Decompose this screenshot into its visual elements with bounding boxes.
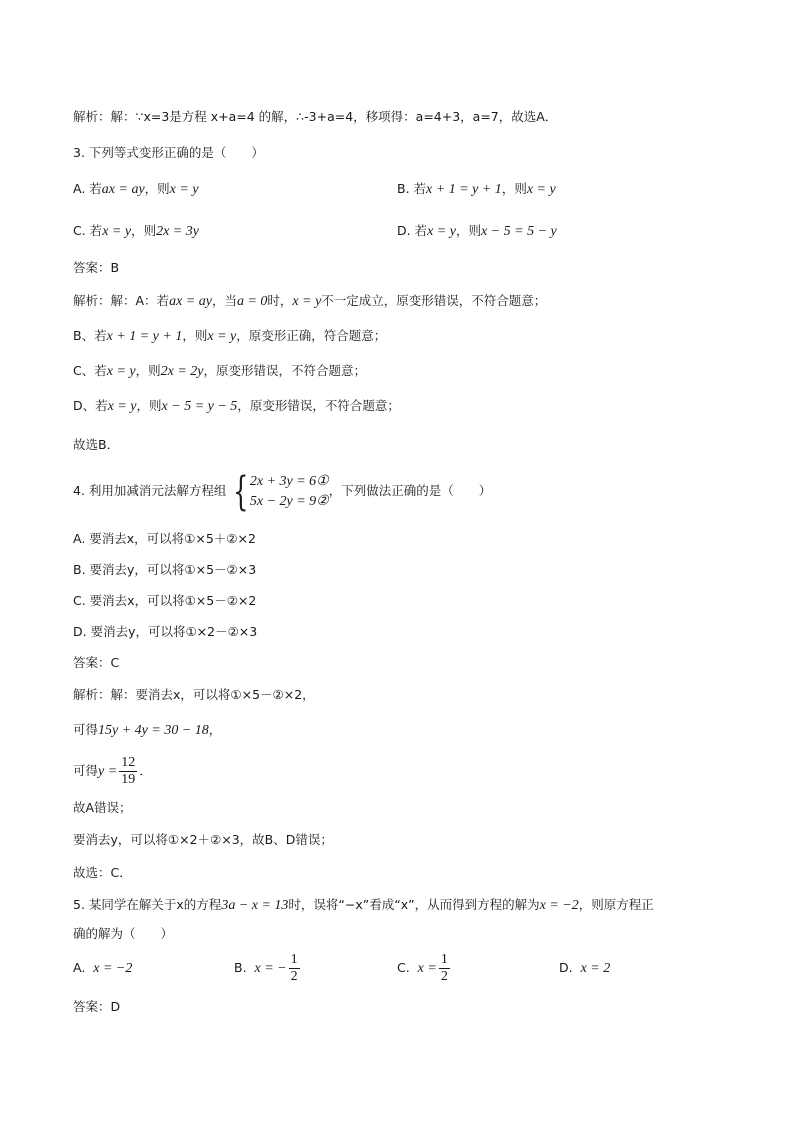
equation-system	[228, 468, 329, 515]
text: 4. 利用加减消元法解方程组	[73, 483, 227, 498]
math: x = y	[106, 364, 136, 379]
text: ，下列做法正确的是（ ）	[328, 483, 492, 498]
math: x = y	[292, 294, 322, 309]
text: ，原变形正确，符合题意；	[236, 328, 387, 343]
q4-option-b: B. 要消去y，可以将①×5－②×3	[73, 562, 257, 577]
q4-analysis-5: 要消去y，可以将①×2＋②×3，故B、D错误；	[73, 832, 333, 847]
q5-option-c	[397, 951, 452, 986]
q3-answer: 答案：B	[73, 260, 120, 275]
q3-option-a-label: A. 若	[73, 181, 102, 196]
q4-stem	[73, 466, 491, 516]
math: x = 2	[580, 961, 611, 976]
text: 可得	[73, 763, 99, 778]
q3-conclusion: 故选B．	[73, 437, 120, 452]
brace: {	[233, 468, 249, 515]
fraction	[439, 952, 450, 985]
text: ，则	[135, 363, 161, 378]
numerator: 12	[121, 755, 136, 770]
equations	[250, 472, 329, 512]
q4-answer: 答案：C	[73, 655, 120, 670]
q3-option-d-sep: ，则	[455, 223, 481, 238]
q3-option-b-label: B. 若	[397, 181, 427, 196]
math: x − 5 = y − 5	[161, 399, 238, 414]
q5-option-a	[73, 951, 132, 986]
text: ，则原方程正	[578, 897, 654, 912]
q4-analysis-1: 解析：解：要消去x，可以将①×5－②×2，	[73, 687, 315, 702]
option-label: C.	[397, 960, 410, 975]
text: ，当	[211, 293, 237, 308]
option-label: D.	[559, 960, 573, 975]
q4-analysis-3	[73, 754, 152, 789]
text: ，原变形错误，不符合题意；	[237, 398, 400, 413]
q3-option-c-label: C. 若	[73, 223, 103, 238]
math: 15y + 4y = 30 − 18	[98, 723, 209, 738]
q4-option-c: C. 要消去x，可以将①×5－②×2	[73, 593, 257, 608]
equation-2: 5x − 2y = 9②	[249, 493, 329, 509]
text: B、若	[73, 328, 107, 343]
text: C、若	[73, 363, 107, 378]
q4-analysis-4: 故A错误；	[73, 800, 132, 815]
math: x = y	[207, 329, 237, 344]
math: x = −2	[539, 898, 579, 913]
q4-analysis-2	[73, 721, 221, 740]
numerator: 1	[290, 952, 298, 967]
text: D、若	[73, 398, 108, 413]
text: 可得	[73, 722, 99, 737]
text: 时，	[267, 293, 293, 308]
text: ．	[139, 763, 152, 778]
math: ax = ay	[169, 294, 212, 309]
q5-option-b	[234, 951, 302, 986]
math: x =	[417, 961, 437, 976]
text: ，则	[136, 398, 162, 413]
q3-analysis-b	[73, 327, 386, 346]
q5-option-d	[559, 951, 610, 986]
q3-option-b	[397, 180, 556, 199]
math: x = −2	[93, 961, 133, 976]
q3-option-c-cond: x = y	[102, 224, 132, 239]
math: 3a − x = 13	[221, 898, 289, 913]
math: x = y	[107, 399, 137, 414]
denominator: 2	[440, 969, 448, 984]
q3-option-a-cond: ax = ay	[101, 182, 145, 197]
q3-option-b-sep: ，则	[501, 181, 527, 196]
math: x = −	[254, 961, 287, 976]
option-label: B.	[234, 960, 247, 975]
text: 5. 某同学在解关于x的方程	[73, 897, 222, 912]
text: 解析：解：A：若	[73, 293, 170, 308]
text: ，原变形错误，不符合题意；	[203, 363, 367, 378]
q5-answer: 答案：D	[73, 999, 121, 1014]
q3-option-c-sep: ，则	[131, 223, 157, 238]
text: 时，误将“−x”看成“x”，从而得到方程的解为	[288, 897, 540, 912]
q3-analysis-c	[73, 362, 366, 381]
q3-stem: 3. 下列等式变形正确的是（ ）	[73, 145, 264, 160]
option-label: A.	[73, 960, 86, 975]
q5-stem-line1	[73, 896, 654, 915]
q3-analysis-d	[73, 397, 400, 416]
denominator: 2	[290, 969, 298, 984]
q3-option-d	[397, 222, 557, 241]
q3-option-d-res: x − 5 = 5 − y	[480, 224, 557, 239]
text: 不一定成立，原变形错误，不符合题意；	[321, 293, 547, 308]
q4-conclusion: 故选：C．	[73, 865, 132, 880]
q3-option-c-res: 2x = 3y	[156, 224, 199, 239]
q3-option-a	[73, 180, 199, 199]
text: ，则	[182, 328, 208, 343]
math: a = 0	[236, 294, 268, 309]
q3-option-d-cond: x = y	[427, 224, 456, 239]
q3-option-c	[73, 222, 199, 241]
q3-option-b-res: x = y	[526, 182, 556, 197]
q5-stem-line2: 确的解为（ ）	[73, 926, 174, 941]
q3-option-a-res: x = y	[169, 182, 199, 197]
q3-option-d-label: D. 若	[397, 223, 428, 238]
q3-analysis-a	[73, 292, 546, 311]
math: y =	[98, 764, 118, 779]
math: x + 1 = y + 1	[106, 329, 183, 344]
equation-1: 2x + 3y = 6①	[249, 473, 329, 489]
numerator: 1	[440, 952, 448, 967]
fraction	[119, 755, 137, 788]
q4-option-d: D. 要消去y，可以将①×2－②×3	[73, 624, 258, 639]
q4-option-a: A. 要消去x，可以将①×5＋②×2	[73, 531, 256, 546]
fraction	[289, 952, 300, 985]
q3-option-a-sep: ，则	[144, 181, 170, 196]
q3-option-b-cond: x + 1 = y + 1	[426, 182, 502, 197]
q2-analysis: 解析：解：∵x=3是方程 x+a=4 的解，∴-3+a=4，移项得：a=4+3，a=7，故选A．	[73, 109, 558, 124]
text: ，	[208, 722, 222, 737]
math: 2x = 2y	[160, 364, 204, 379]
denominator: 19	[121, 772, 136, 787]
